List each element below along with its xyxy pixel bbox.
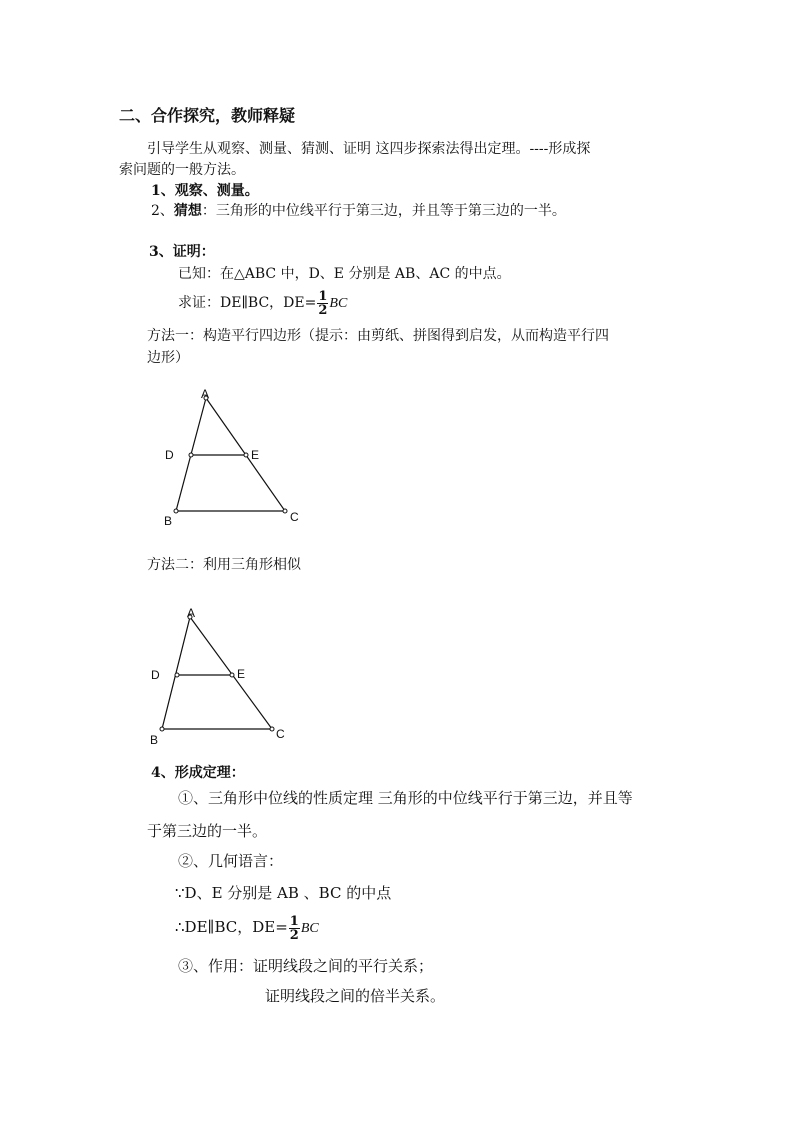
method-2: 方法二：利用三角形相似 [147,557,301,573]
fraction-denominator: 2 [318,302,328,318]
theorem-line-2: 于第三边的一半。 [147,822,268,840]
fraction-half-2 [289,915,300,942]
fig2-point-d [175,673,179,677]
triangle-figure-2 [145,600,305,750]
prove-prefix: 求证：DE∥BC，DE= [178,295,317,311]
geometric-language: ②、几何语言： [178,852,284,870]
step-2-label: 猜想 [173,203,202,219]
fig1-point-e [244,453,248,457]
fig2-point-b [160,727,164,731]
method-1-line-2: 边形） [147,350,189,366]
fig1-label-d: D [165,448,174,462]
fig1-point-d [189,453,193,457]
step-2-text: ：三角形的中位线平行于第三边，并且等于第三边的一半。 [201,203,566,219]
intro-line-2: 索问题的一般方法。 [119,162,245,178]
prove-text [178,289,347,318]
fig2-label-d: D [151,668,160,682]
fig1-point-b [174,509,178,513]
section-title: 二、合作探究，教师释疑 [119,106,296,125]
fig2-point-e [230,673,234,677]
step-2 [151,202,566,220]
theorem-line-1: ①、三角形中位线的性质定理 三角形的中位线平行于第三边，并且等 [178,789,633,807]
step-2-num: 2、 [151,203,174,219]
fig1-label-e: E [251,448,260,462]
given-text: 已知：在△ABC 中，D、E 分别是 AB、AC 的中点。 [178,266,511,282]
fraction-numerator-2: 1 [289,913,299,929]
fraction-variable-2: BC [300,921,319,936]
fig2-label-c: C [276,727,285,741]
therefore-prefix: ∴DE∥BC，DE= [175,918,288,936]
fraction-numerator: 1 [318,288,328,304]
fraction-half [317,290,328,317]
fig2-label-b: B [150,733,159,747]
fraction-denominator-2: 2 [289,927,299,943]
intro-line-1: 引导学生从观察、测量、猜测、证明 这四步探索法得出定理。----形成探 [147,141,591,157]
fig1-label-c: C [290,510,299,524]
fig2-label-e: E [237,667,246,681]
triangle-figure-1 [155,385,315,535]
fig1-label-a: A [201,387,210,401]
step-1: 1、观察、测量。 [151,183,259,199]
fig2-point-c [270,727,274,731]
usage-line-1: ③、作用：证明线段之间的平行关系； [178,957,434,975]
fig2-label-a: A [187,606,196,620]
fig1-point-c [283,509,287,513]
method-1-line-1: 方法一：构造平行四边形（提示：由剪纸、拼图得到启发，从而构造平行四 [147,328,609,344]
step-4: 4、形成定理： [151,765,245,781]
fig1-label-b: B [164,514,173,528]
usage-line-2: 证明线段之间的倍半关系。 [265,987,446,1005]
because-statement: ∵D、E 分别是 AB 、BC 的中点 [175,884,392,902]
therefore-statement [175,913,319,943]
fraction-variable: BC [329,296,348,311]
step-3: 3、证明： [149,244,215,260]
